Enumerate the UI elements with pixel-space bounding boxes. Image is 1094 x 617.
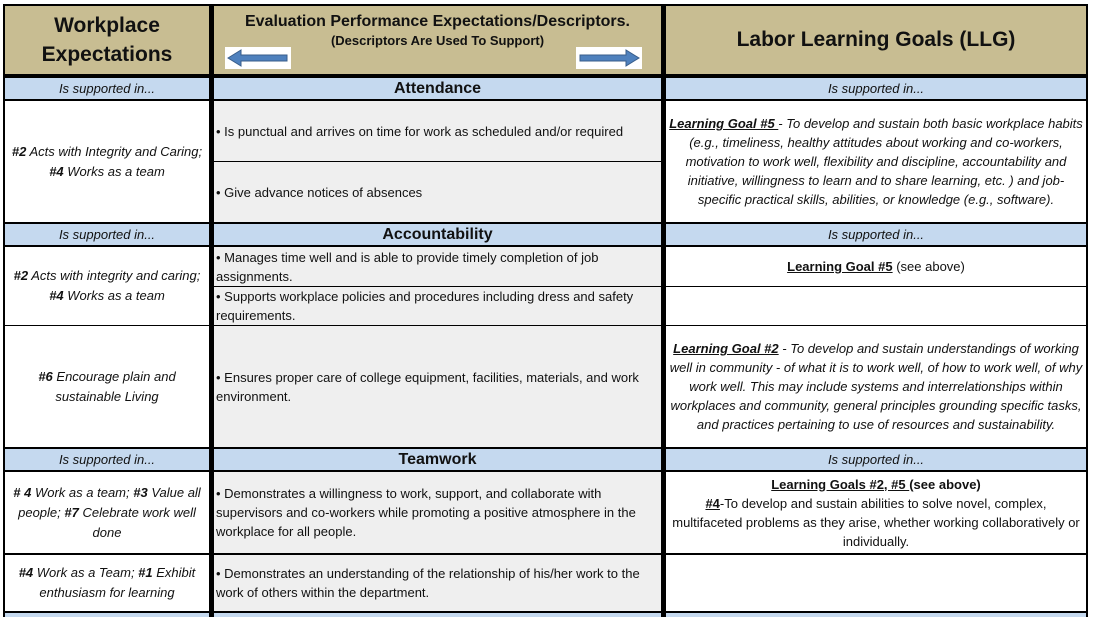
accountability-descriptor-2 [214,287,661,325]
supported-label: Is supported in... [827,81,925,96]
descriptor-text: • Give advance notices of absences [216,184,423,200]
expectation-text: Encourage plain and sustainable Living [52,368,176,404]
accountability-supported-left [5,224,209,245]
next-band-left [5,613,209,617]
accountability-supported-right [666,224,1086,245]
header-col3-title: Labor Learning Goals (LLG) [736,28,1016,51]
learning-goal-label: Learning Goal #5 [669,116,779,131]
attendance-descriptor-1 [214,101,661,161]
expectation-text: Work as a Team; [33,565,139,580]
expectation-number: # 4 [13,484,32,500]
supported-label: Is supported in... [58,81,156,96]
expectation-number: #3 [133,484,148,500]
expectation-number: #4 [49,288,64,303]
teamwork-learning-goals [666,472,1086,553]
attendance-section-title [214,78,661,99]
learning-goal-label: Learning Goal #5 [787,259,893,274]
expectation-text: Exhibit enthusiasm for learning [39,565,196,600]
descriptor-text: • Ensures proper care of college equipment, facilities, materials, and work environment. [216,369,639,404]
expectation-number: #2 [11,143,27,159]
expectation-text: Acts with integrity and caring; [28,268,201,283]
accountability-learning-goal-2 [666,326,1086,447]
supported-label: Is supported in... [58,227,156,242]
expectation-number: #4 [18,565,34,580]
expectation-number: #2 [13,268,29,283]
learning-goal-suffix: (see above) [909,476,981,492]
supported-label: Is supported in... [827,227,925,242]
learning-goal-label: #4 [705,495,720,511]
header-labor-learning-goals [666,6,1086,74]
supported-label: Is supported in... [58,452,156,467]
next-band-mid [214,613,661,617]
arrow-right-icon [576,47,642,69]
teamwork-descriptor-1 [214,472,661,553]
header-col2-title: Evaluation Performance Expectations/Descriptors. [244,13,630,30]
expectation-text: Work as a team; [31,484,134,500]
accountability-descriptor-3 [214,326,661,447]
accountability-descriptor-1 [214,247,661,286]
teamwork-learning-goal-empty [666,555,1086,611]
expectation-text: Works as a team [63,163,165,179]
accountability-learning-goal-empty [666,287,1086,325]
attendance-workplace-expectations [5,101,209,222]
teamwork-descriptor-2 [214,555,661,611]
supported-label: Is supported in... [827,452,925,467]
expectation-text: Value all people; [18,484,201,520]
header-col2-subtitle: (Descriptors Are Used To Support) [330,33,545,48]
accountability-workplace-expectations [5,247,209,325]
expectation-text: Acts with Integrity and Caring; [26,143,203,159]
descriptor-text: • Demonstrates an understanding of the relationship of his/her work to the work of others within the department. [216,566,640,600]
attendance-learning-goal [666,101,1086,222]
learning-goal-text: (see above) [892,259,965,274]
teamwork-workplace-expectations [5,472,209,553]
descriptor-text: • Demonstrates a willingness to work, support, and collaborate with supervisors and co-workers while promoting a positive atmosphere in the workplace for all people. [216,486,636,539]
next-band-right [666,613,1086,617]
attendance-supported-left [5,78,209,99]
expectation-text: Celebrate work well done [78,504,196,540]
section-title: Attendance [393,79,482,97]
section-title: Teamwork [398,450,477,468]
arrow-left-icon [225,47,291,69]
expectation-number: #6 [38,368,53,384]
descriptor-text: • Manages time well and is able to provide timely completion of job assignments. [216,249,599,284]
expectations-table [3,4,1088,617]
descriptor-text: • Supports workplace policies and procedures including dress and safety requirements. [216,289,634,323]
expectation-number: #1 [138,565,153,580]
attendance-descriptor-2 [214,162,661,222]
attendance-supported-right [666,78,1086,99]
expectation-text: Works as a team [63,288,165,303]
header-col1-line2: Expectations [41,43,173,66]
learning-goal-text: - To develop and sustain understandings of working well in community - of what it is to work well, of how to work well, of why work well. This may include systems and interrelationships within workplaces and community, general principles grounding specific tasks, and practices pertaining to use of resources and sustainability. [669,341,1083,432]
header-workplace-expectations [5,6,209,74]
teamwork-supported-left [5,449,209,470]
learning-goal-label: Learning Goals #2, #5 [771,476,910,492]
teamwork-supported-right [666,449,1086,470]
descriptor-text: • Is punctual and arrives on time for work as scheduled and/or required [216,123,624,139]
teamwork-section-title [214,449,661,470]
accountability-section-title [214,224,661,245]
expectation-number: #7 [64,504,79,520]
accountability-workplace-expectations-2 [5,326,209,447]
teamwork-workplace-expectations-2 [5,555,209,611]
section-title: Accountability [382,225,493,243]
expectation-number: #4 [49,163,64,179]
accountability-learning-goal-1 [666,247,1086,286]
header-col1-line1: Workplace [54,14,160,37]
learning-goal-text: -To develop and sustain abilities to solve novel, complex, multifaceted problems as they arise, whether working collaboratively or individually. [672,495,1080,549]
learning-goal-text: - To develop and sustain both basic workplace habits (e.g., timeliness, healthy attitudes about working and co-workers, motivation to work well, flexibility and discipline, accountability and initiative, willingness to learn and to share learning, etc. ) and job-specific practical skills, abilities, or knowledge (e.g., software). [685,116,1083,207]
learning-goal-label: Learning Goal #2 [673,341,779,356]
